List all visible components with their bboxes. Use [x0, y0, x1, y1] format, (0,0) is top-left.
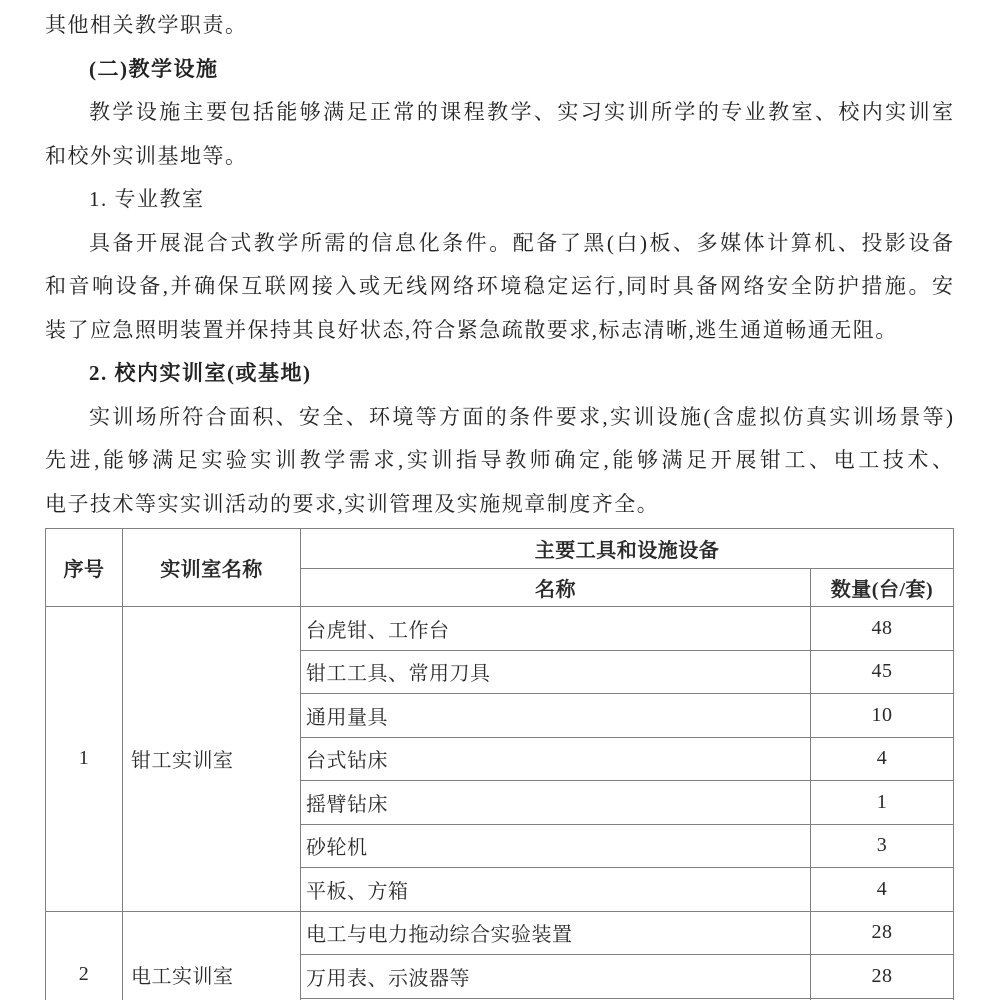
- table-header-row-1: [46, 529, 954, 569]
- item-qty: 10: [811, 694, 954, 738]
- item-qty: 1: [811, 781, 954, 825]
- item-name: 万用表、示波器等: [301, 955, 811, 999]
- header-seq: 序号: [46, 529, 123, 607]
- header-tools: 主要工具和设施设备: [301, 529, 954, 569]
- item-qty: 28: [811, 911, 954, 955]
- item-name: 钳工工具、常用刀具: [301, 650, 811, 694]
- item-qty: 4: [811, 868, 954, 912]
- item-name: 台式钻床: [301, 737, 811, 781]
- item-qty: 4: [811, 737, 954, 781]
- group-room-name: 钳工实训室: [123, 607, 301, 912]
- item-name: 摇臂钻床: [301, 781, 811, 825]
- item-qty: 3: [811, 824, 954, 868]
- subsection-heading-training-rooms: 2. 校内实训室(或基地): [89, 361, 312, 385]
- item-name: 电工与电力拖动综合实验装置: [301, 911, 811, 955]
- paragraph-line: 和音响设备,并确保互联网接入或无线网络环境稳定运行,同时具备网络安全防护措施。安: [45, 274, 953, 298]
- paragraph-line: 装了应急照明装置并保持其良好状态,符合紧急疏散要求,标志清晰,逃生通道畅通无阻。: [45, 317, 898, 342]
- table-row: [46, 607, 954, 651]
- paragraph-line: 教学设施主要包括能够满足正常的课程教学、实习实训所学的专业教室、校内实训室: [89, 100, 953, 124]
- group-index: 2: [46, 911, 123, 1000]
- section-heading-teaching-facilities: (二)教学设施: [89, 56, 219, 81]
- item-name: 通用量具: [301, 694, 811, 738]
- header-item-qty: 数量(台/套): [811, 569, 954, 607]
- item-name: 砂轮机: [301, 824, 811, 868]
- group-room-name: 电工实训室: [123, 911, 301, 1000]
- item-name: 平板、方箱: [301, 868, 811, 912]
- header-room: 实训室名称: [123, 529, 301, 607]
- equipment-table: [45, 528, 954, 1000]
- item-qty: 45: [811, 650, 954, 694]
- item-name: 台虎钳、工作台: [301, 607, 811, 651]
- paragraph-line: 具备开展混合式教学所需的信息化条件。配备了黑(白)板、多媒体计算机、投影设备: [89, 230, 953, 255]
- paragraph-line-closing: 其他相关教学职责。: [45, 13, 248, 37]
- group-index: 1: [46, 607, 123, 912]
- paragraph-line: 先进,能够满足实验实训教学需求,实训指导教师确定,能够满足开展钳工、电工技术、: [45, 448, 953, 472]
- subsection-heading-classrooms: 1. 专业教室: [89, 187, 205, 211]
- paragraph-line: 实训场所符合面积、安全、环境等方面的条件要求,实训设施(含虚拟仿真实训场景等): [89, 404, 953, 429]
- item-qty: 48: [811, 607, 954, 651]
- header-item-name: 名称: [301, 569, 811, 607]
- document-body: [45, 4, 953, 526]
- table-row: [46, 911, 954, 955]
- paragraph-line: 电子技术等实实训活动的要求,实训管理及实施规章制度齐全。: [45, 491, 660, 516]
- paragraph-line: 和校外实训基地等。: [45, 143, 248, 168]
- item-qty: 28: [811, 955, 954, 999]
